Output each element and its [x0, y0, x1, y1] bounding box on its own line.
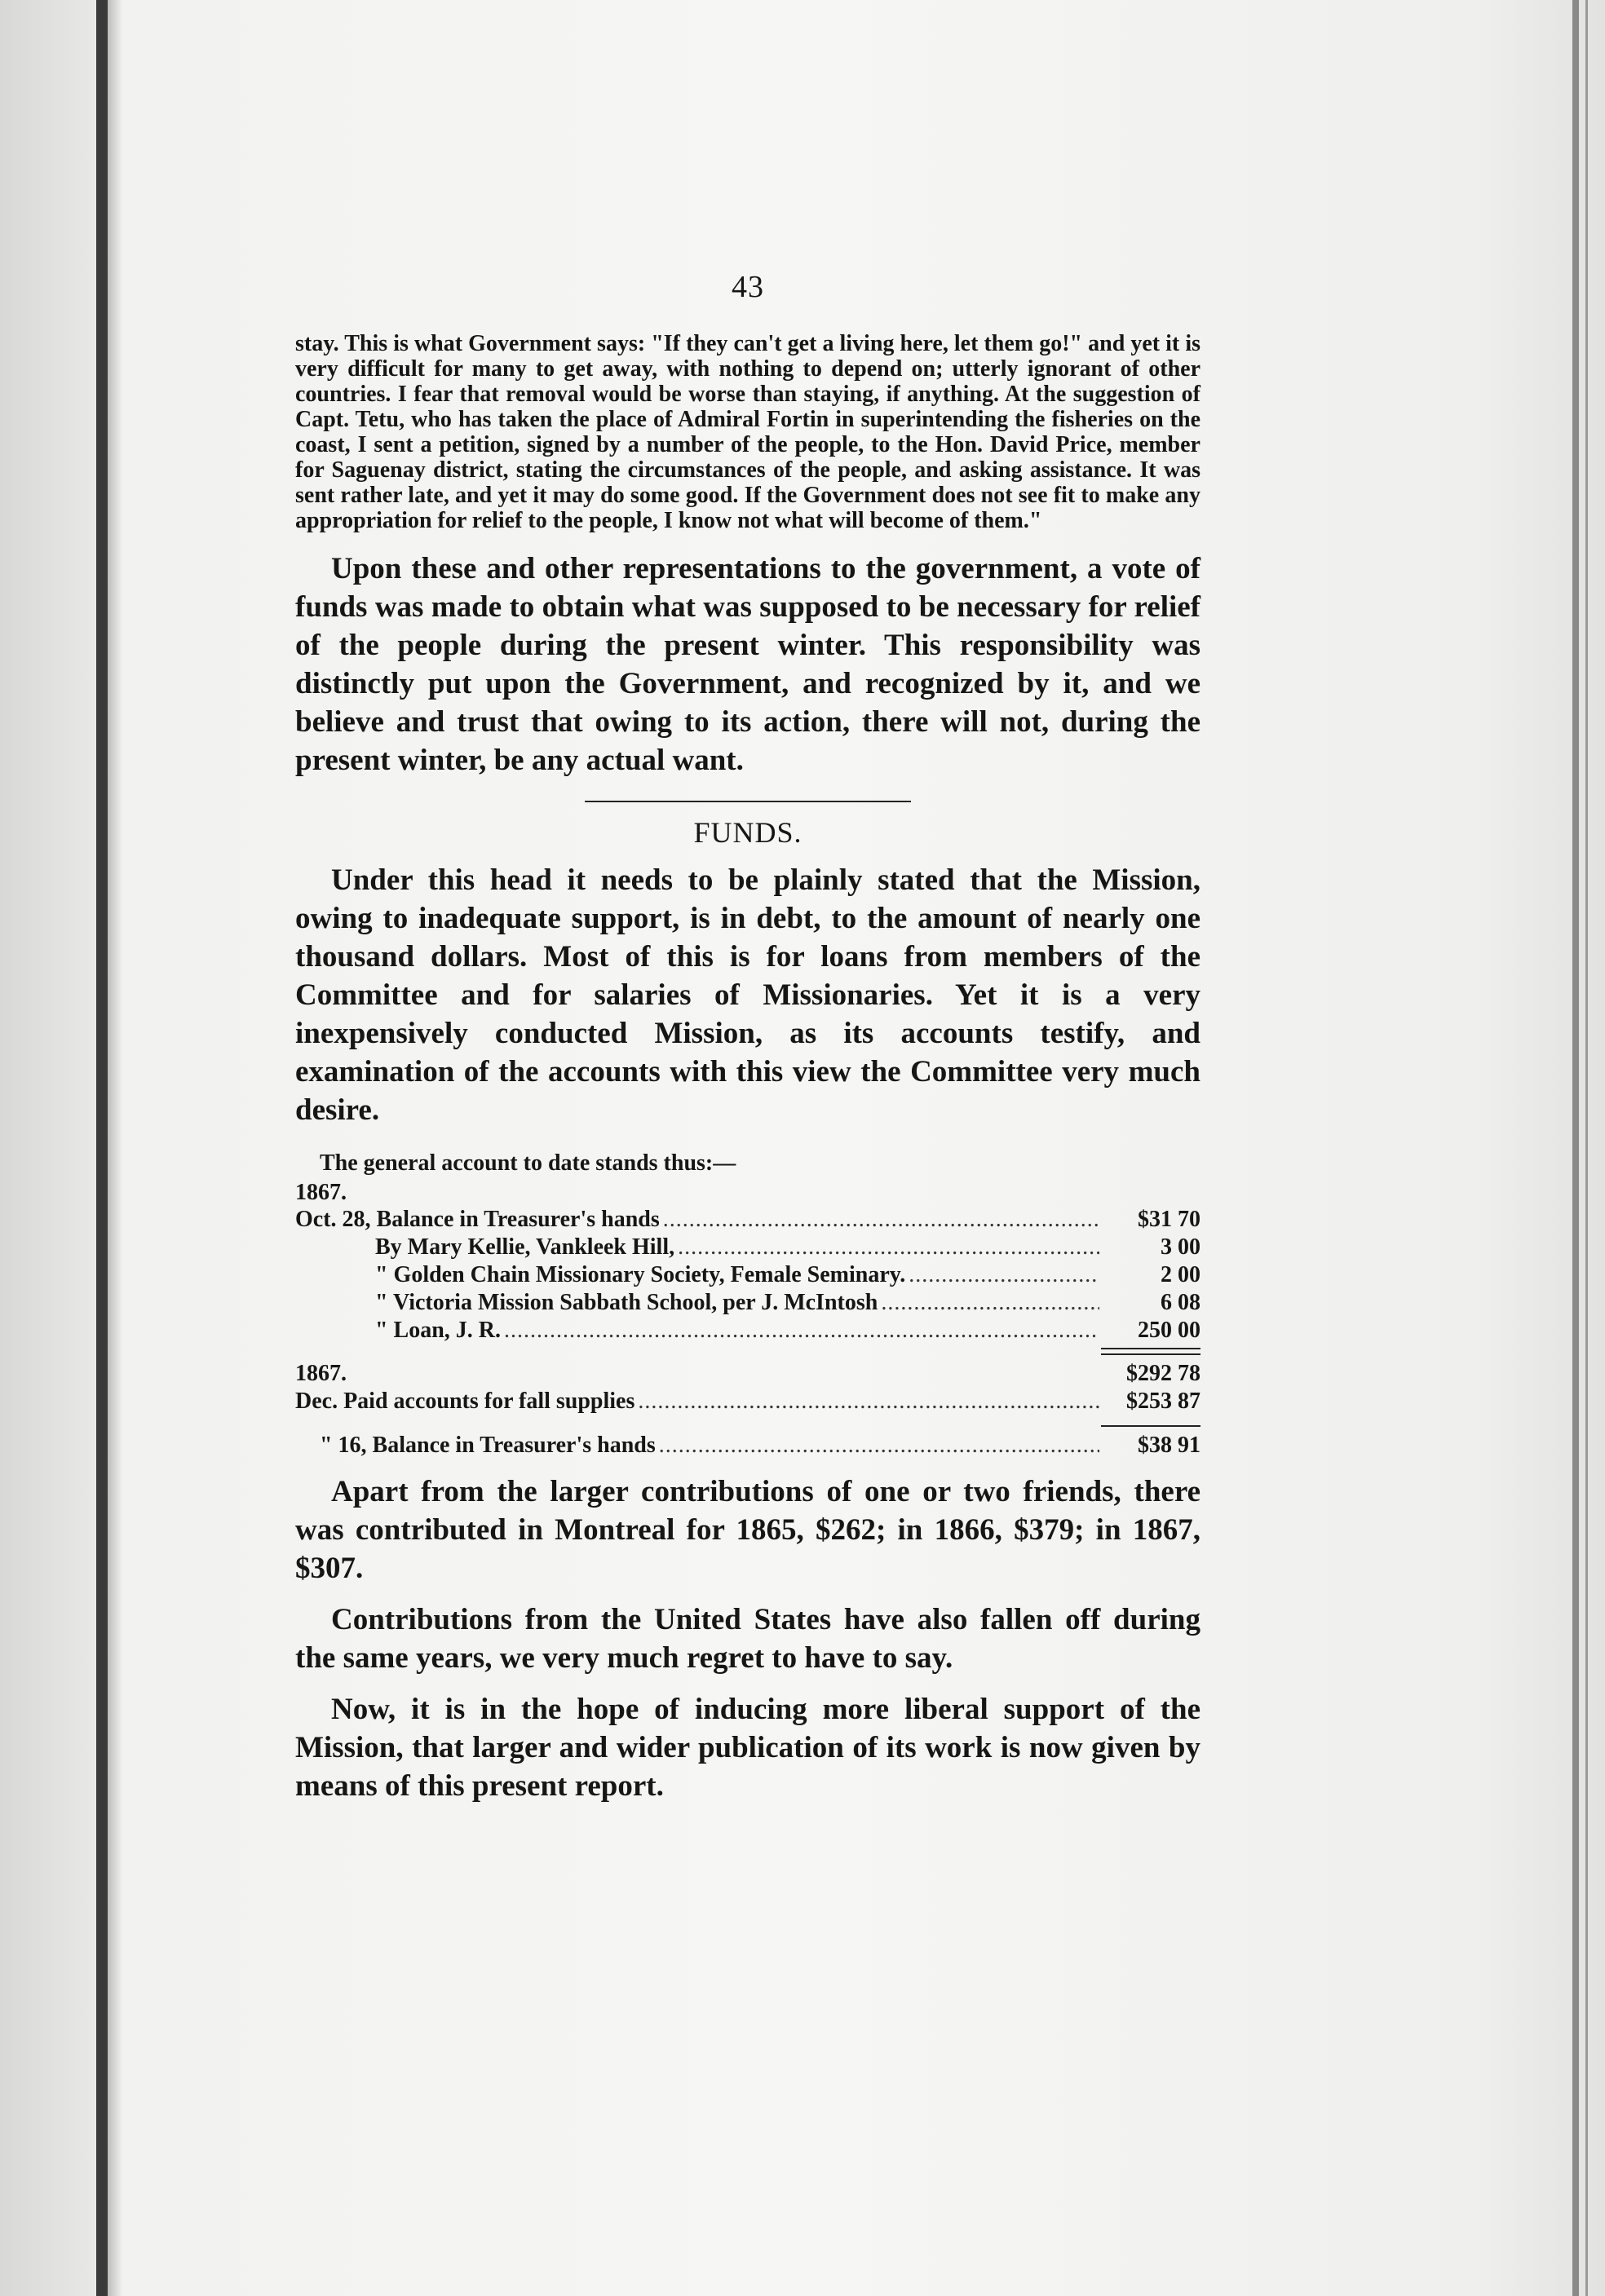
- account-row: [295, 1289, 1200, 1317]
- account-row: [295, 1317, 1200, 1344]
- account-total: $292 78: [1126, 1361, 1200, 1386]
- dot-leader: [881, 1289, 1099, 1317]
- account-row-amount: 250 00: [1138, 1318, 1200, 1343]
- account-row-desc: Oct. 28, Balance in Treasurer's hands: [295, 1207, 660, 1232]
- dot-leader: [663, 1206, 1099, 1234]
- account-row-amount: $38 91: [1138, 1433, 1200, 1458]
- account-row-amount: 2 00: [1161, 1262, 1200, 1287]
- account-row: [295, 1234, 1200, 1261]
- account-row: [295, 1261, 1200, 1289]
- dot-leader: [659, 1432, 1099, 1459]
- spine-shadow: [108, 0, 122, 2296]
- section-heading-funds: FUNDS.: [693, 816, 802, 849]
- account-row-desc: Dec. Paid accounts for fall supplies: [295, 1389, 635, 1414]
- facing-page-edge: [0, 0, 96, 2296]
- paragraph-closing: Now, it is in the hope of inducing more liberal support of the Mission, that larger and wider publication of its work is now given by means of this present report.: [295, 1693, 1200, 1803]
- account-year-2: 1867.: [295, 1361, 347, 1386]
- quote-paragraph: stay. This is what Government says: "If they can't get a living here, let them go!" and yet it is very difficult for many to get away, with nothing to depend on; utterly ignorant of other countries. I fear that removal would be worse than staying, if anything. At the suggestion of Capt. Tetu, who has taken the place of Admiral Fortin in superintending the fisheries on the coast, I sent a petition, signed by a number of the people, to the Hon. David Price, member for Saguenay district, stating the circumstances of the people, and asking assistance. It was sent rather late, and yet it may do some good. If the Government does not see fit to make any appropriation for relief to the people, I know not what will become of them.": [295, 331, 1200, 533]
- account-total-row: [295, 1360, 1200, 1388]
- account-row-amount: $31 70: [1138, 1207, 1200, 1232]
- account-intro: The general account to date stands thus:—: [320, 1150, 736, 1176]
- account-year-1: 1867.: [295, 1180, 347, 1205]
- account-row-desc: By Mary Kellie, Vankleek Hill,: [375, 1234, 675, 1260]
- account-row-amount: 3 00: [1161, 1234, 1200, 1260]
- section-divider: [585, 801, 911, 802]
- page-edge-right: [1572, 0, 1579, 2296]
- paragraph-funds: Under this head it needs to be plainly stated that the Mission, owing to inadequate support, is in debt, to the amount of nearly one thousand dollars. Most of this is for loans from members of the Committee and for salaries of Missionaries. Yet it is a very inexpensively conducted Mission, as its accounts testify, and examination of the accounts with this view the Committee very much desire.: [295, 863, 1200, 1127]
- account-row-desc: " 16, Balance in Treasurer's hands: [320, 1433, 656, 1458]
- account-row-desc: " Loan, J. R.: [375, 1318, 502, 1343]
- account-row-amount: $253 87: [1126, 1389, 1200, 1414]
- account-row: [295, 1206, 1200, 1234]
- page-edge-right-outer: [1585, 0, 1588, 2296]
- sum-rule: [295, 1348, 1200, 1355]
- account-payment-row: [295, 1388, 1200, 1415]
- paragraph-representations: Upon these and other representations to the government, a vote of funds was made to obtain what was supposed to be necessary for relief of the people during the present winter. This responsibility was distinctly put upon the Government, and recognized by it, and we believe and trust that owing to its action, there will not, during the present winter, be any actual want.: [295, 552, 1200, 777]
- account-table: [295, 1180, 1200, 1459]
- dot-leader: [504, 1317, 1099, 1344]
- dot-leader: [678, 1234, 1099, 1261]
- account-row-amount: 6 08: [1161, 1290, 1200, 1315]
- paragraph-contributions-us: Contributions from the United States have also fallen off during the same years, we very much regret to have to say.: [295, 1603, 1200, 1675]
- dot-leader: [909, 1261, 1099, 1289]
- page-content: [295, 269, 1200, 1805]
- book-spine: [96, 0, 108, 2296]
- balance-rule: [295, 1425, 1200, 1427]
- account-row-desc: " Golden Chain Missionary Society, Female Seminary.: [375, 1262, 906, 1287]
- dot-leader: [638, 1388, 1099, 1415]
- page-number: 43: [732, 270, 764, 304]
- paragraph-contributions-montreal: Apart from the larger contributions of one or two friends, there was contributed in Montreal for 1865, $262; in 1866, $379; in 1867, $307.: [295, 1475, 1200, 1585]
- account-row-desc: " Victoria Mission Sabbath School, per J. McIntosh: [375, 1290, 878, 1315]
- account-balance-row: [295, 1432, 1200, 1459]
